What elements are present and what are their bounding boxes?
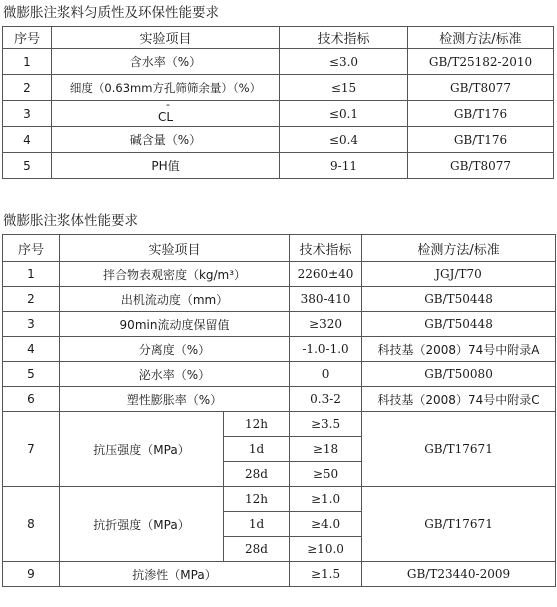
table-row [3, 101, 554, 127]
row-spec: ≥50 [290, 462, 362, 487]
row-item: 拌合物表观密度（kg/m³） [60, 262, 290, 287]
row-item: 泌水率（%） [60, 362, 290, 387]
row-item: 90min流动度保留值 [60, 312, 290, 337]
header-method: 检测方法/标准 [408, 27, 554, 49]
table-row [3, 337, 556, 362]
row-method: GB/T25182-2010 [408, 49, 554, 75]
row-spec: 0.3-2 [290, 387, 362, 412]
row-method: GB/T50448 [362, 312, 556, 337]
row-spec: ≥10.0 [290, 537, 362, 562]
row-no: 1 [3, 49, 52, 75]
row-spec: ≥320 [290, 312, 362, 337]
row-method: GB/T17671 [362, 487, 556, 562]
table-row [3, 75, 554, 101]
row-spec: ≥1.0 [290, 487, 362, 512]
row-spec: 380-410 [290, 287, 362, 312]
row-no: 3 [3, 312, 60, 337]
row-spec: 9-11 [280, 153, 408, 179]
age-cell: 28d [224, 462, 290, 487]
table-row [3, 487, 556, 512]
row-no: 4 [3, 337, 60, 362]
row-no: 2 [3, 287, 60, 312]
header-spec: 技术指标 [290, 235, 362, 262]
row-spec: ≥4.0 [290, 512, 362, 537]
row-item [52, 101, 280, 127]
table-row [3, 362, 556, 387]
age-cell: 1d [224, 512, 290, 537]
row-method: GB/T8077 [408, 75, 554, 101]
table-row [3, 387, 556, 412]
row-method: GB/T176 [408, 101, 554, 127]
row-item: 细度（0.63mm方孔筛筛余量）（%） [52, 75, 280, 101]
row-item: 抗渗性（MPa） [60, 562, 290, 587]
row-item: 抗折强度（MPa） [60, 487, 224, 562]
chloride-symbol: CL [157, 109, 174, 124]
table-row [3, 562, 556, 587]
row-item: 出机流动度（mm） [60, 287, 290, 312]
table-row [3, 127, 554, 153]
header-spec: 技术指标 [280, 27, 408, 49]
header-no: 序号 [3, 27, 52, 49]
row-spec: ≤3.0 [280, 49, 408, 75]
row-item: 抗压强度（MPa） [60, 412, 224, 487]
header-item: 实验项目 [52, 27, 280, 49]
row-method: JGJ/T70 [362, 262, 556, 287]
row-no: 6 [3, 387, 60, 412]
table-row [3, 287, 556, 312]
table-row [3, 262, 556, 287]
row-no: 3 [3, 101, 52, 127]
row-no: 2 [3, 75, 52, 101]
table1-title: 微膨胀注浆料匀质性及环保性能要求 [3, 5, 219, 21]
row-method: GB/T50448 [362, 287, 556, 312]
table-row [3, 49, 554, 75]
row-method: GB/T23440-2009 [362, 562, 556, 587]
age-cell: 1d [224, 437, 290, 462]
row-method: GB/T8077 [408, 153, 554, 179]
chloride-charge: - [165, 100, 170, 111]
row-method: 科技基（2008）74号中附录A [362, 337, 556, 362]
row-method: 科技基（2008）74号中附录C [362, 387, 556, 412]
row-method: GB/T17671 [362, 412, 556, 487]
header-no: 序号 [3, 235, 60, 262]
row-no: 8 [3, 487, 60, 562]
row-spec: ≤15 [280, 75, 408, 101]
row-no: 5 [3, 362, 60, 387]
table-row [3, 153, 554, 179]
table2-title: 微膨胀注浆体性能要求 [3, 213, 138, 229]
row-spec: ≥1.5 [290, 562, 362, 587]
row-item: 塑性膨胀率（%） [60, 387, 290, 412]
row-no: 7 [3, 412, 60, 487]
grout-performance-table [2, 234, 556, 587]
chloride-label [157, 100, 174, 124]
row-method: GB/T176 [408, 127, 554, 153]
row-spec: -1.0-1.0 [290, 337, 362, 362]
row-item: 含水率（%） [52, 49, 280, 75]
row-spec: ≤0.4 [280, 127, 408, 153]
row-no: 4 [3, 127, 52, 153]
homogeneity-table [2, 26, 554, 179]
row-no: 1 [3, 262, 60, 287]
age-cell: 28d [224, 537, 290, 562]
table-row [3, 312, 556, 337]
age-cell: 12h [224, 412, 290, 437]
row-no: 9 [3, 562, 60, 587]
row-spec: ≤0.1 [280, 101, 408, 127]
row-item: 碱含量（%） [52, 127, 280, 153]
row-no: 5 [3, 153, 52, 179]
table-row [3, 412, 556, 437]
row-item: 分离度（%） [60, 337, 290, 362]
table-header-row [3, 27, 554, 49]
header-item: 实验项目 [60, 235, 290, 262]
row-spec: 0 [290, 362, 362, 387]
header-method: 检测方法/标准 [362, 235, 556, 262]
row-spec: ≥3.5 [290, 412, 362, 437]
row-item: PH值 [52, 153, 280, 179]
age-cell: 12h [224, 487, 290, 512]
row-method: GB/T50080 [362, 362, 556, 387]
row-spec: 2260±40 [290, 262, 362, 287]
row-spec: ≥18 [290, 437, 362, 462]
table-header-row [3, 235, 556, 262]
